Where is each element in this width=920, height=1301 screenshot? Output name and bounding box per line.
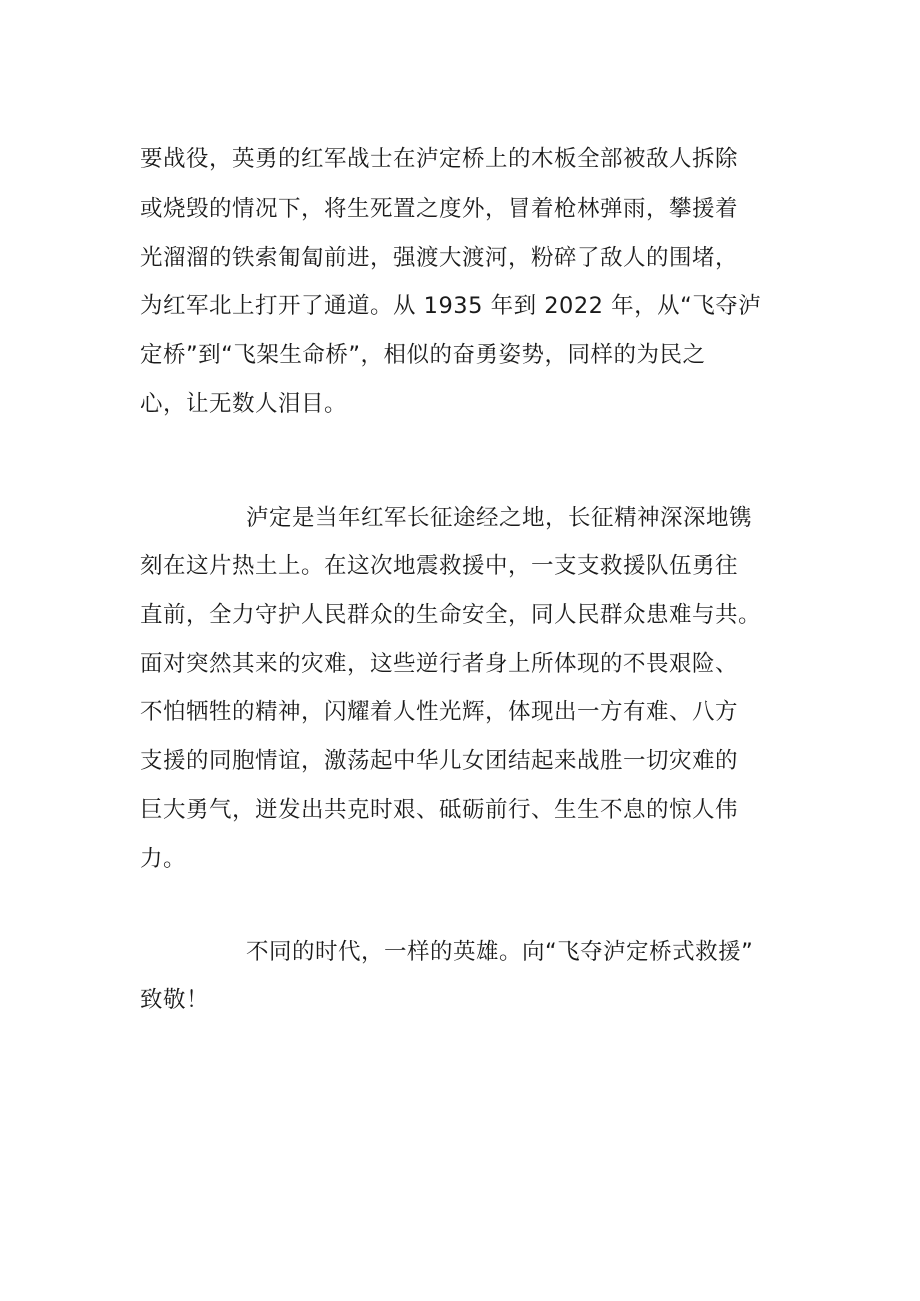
paragraph-2-line-5: 不怕牺牲的精神，闪耀着人性光辉，体现出一方有难、八方 — [140, 699, 739, 725]
paragraph-1-line-5: 定桥”到“飞架生命桥”，相似的奋勇姿势，同样的为民之 — [140, 342, 706, 368]
paragraph-2-line-3: 直前，全力守护人民群众的生命安全，同人民群众患难与共。 — [140, 602, 762, 628]
paragraph-1-line-6: 心，让无数人泪目。 — [140, 391, 348, 417]
paragraph-2-line-7: 巨大勇气，迸发出共克时艰、砥砺前行、生生不息的惊人伟 — [140, 797, 739, 823]
paragraph-3-line-1: 不同的时代，一样的英雄。向“飞夺泸定桥式救援” — [246, 939, 754, 965]
paragraph-2-line-1: 泸定是当年红军长征途经之地，长征精神深深地镌 — [246, 505, 753, 531]
paragraph-2-line-2: 刻在这片热土上。在这次地震救援中，一支支救援队伍勇往 — [140, 553, 739, 579]
paragraph-1-line-3: 光溜溜的铁索匍匐前进，强渡大渡河，粉碎了敌人的围堵， — [140, 245, 739, 271]
paragraph-1-line-4: 为红军北上打开了通道。从 1935 年到 2022 年，从“飞夺泸 — [140, 293, 762, 319]
paragraph-2-line-8: 力。 — [140, 846, 187, 872]
paragraph-1-line-2: 或烧毁的情况下，将生死置之度外，冒着枪林弹雨，攀援着 — [140, 196, 739, 222]
paragraph-2-line-4: 面对突然其来的灾难，这些逆行者身上所体现的不畏艰险、 — [140, 651, 739, 677]
paragraph-3-line-2: 致敬！ — [140, 987, 210, 1013]
paragraph-1-line-1: 要战役，英勇的红军战士在泸定桥上的木板全部被敌人拆除 — [140, 146, 739, 172]
paragraph-2-line-6: 支援的同胞情谊，激荡起中华儿女团结起来战胜一切灾难的 — [140, 748, 739, 774]
